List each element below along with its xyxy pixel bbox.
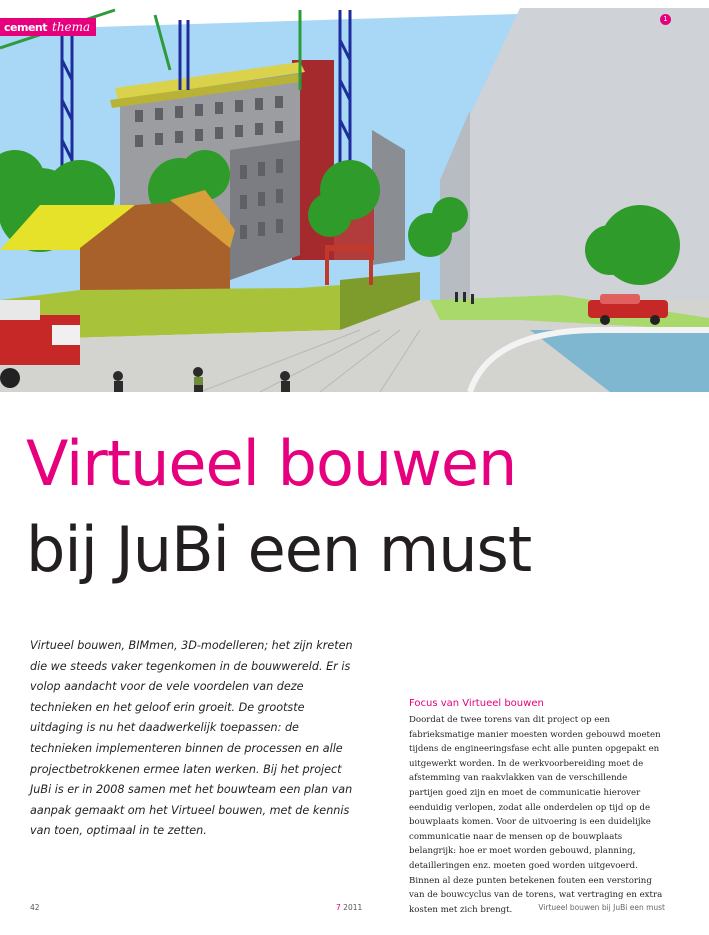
page-badge: 1: [660, 14, 671, 25]
magazine-logo: cement: [4, 20, 47, 34]
section-body: Doordat de twee torens van dit project op een fabrieksmatige manier moesten worden gebouwd moeten tijdens de engineeringsfase echt alle punten opgepakt en uitgewerkt worden. In de werkvoorbereiding moet de afstemming van raakvlakken van de verschillende partijen goed zijn en moet de communicatie hierover eenduidig verlopen, zodat alle onderdelen op tijd op de bouwplaats komen. Voor de uitvoering is een duidelijke communicatie naar de mensen op de bouwplaats belangrijk: hoe er moet worden gebouwd, planning, detailleringen enz. moeten goed worden uitgevoerd. Binnen al deze punten betekenen fouten een verstoring van de bouwcyclus van de torens, wat vertraging en extra kosten met zich brengt.: [409, 715, 663, 915]
issue-year: 2011: [343, 903, 363, 912]
section-heading: Focus van Virtueel bouwen: [409, 698, 544, 709]
section-tag: [0, 18, 96, 36]
article-intro: Virtueel bouwen, BIMmen, 3D-modelleren; het zijn kreten die we steeds vaker tegenkomen in de bouwwereld. Er is volop aandacht voor de vele voordelen van deze technieken en het geloof erin groeit. De grootste uitdaging is nu het daadwerkelijk toepassen: de technieken implementeren binnen de processen en alle projectbetrokkenen ermee laten werken. Bij het project JuBi is er in 2008 samen met het bouwteam een plan van aanpak gemaakt om het Virtueel bouwen, met de kennis van toen, optimaal in te zetten.: [30, 639, 353, 838]
issue-number: 7: [336, 903, 341, 912]
section-label: thema: [52, 20, 91, 34]
article-title-line-1: Virtueel bouwen: [26, 427, 517, 500]
hero-image: [0, 0, 709, 392]
issue-label: [336, 903, 362, 912]
running-title: Virtueel bouwen bij JuBi een must: [538, 903, 665, 912]
construction-site-render: [0, 0, 709, 392]
article-title-line-2: bij JuBi een must: [26, 513, 532, 586]
page-number: 42: [30, 903, 40, 912]
